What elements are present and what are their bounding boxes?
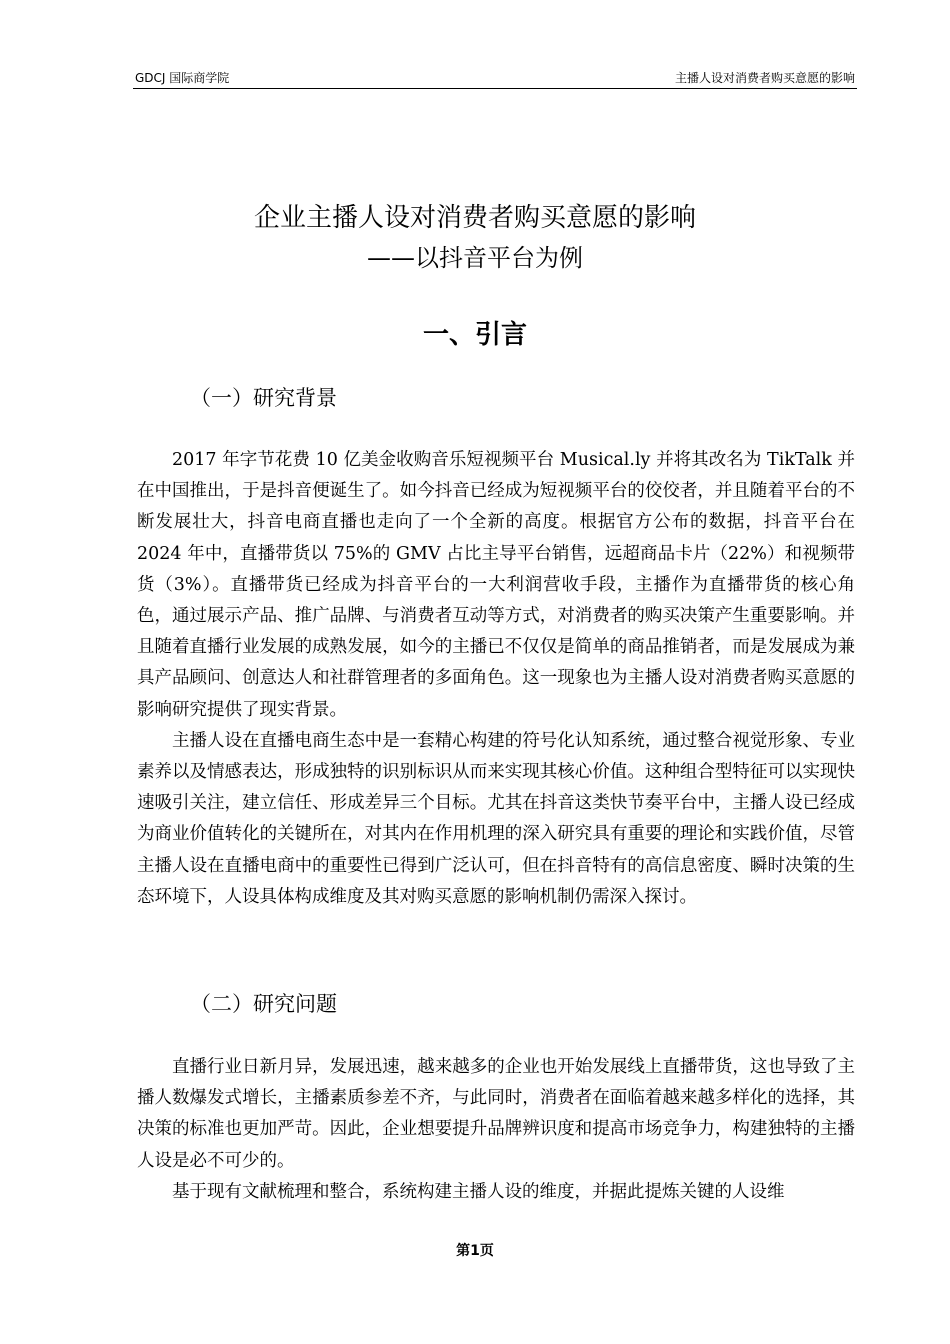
- research-question-text: [137, 1052, 855, 1208]
- paragraph: 主播人设在直播电商生态中是一套精心构建的符号化认知系统，通过整合视觉形象、专业素养以及情感表达，形成独特的识别标识从而来实现其核心价值。这种组合型特征可以实现快速吸引关注，建立信任、形成差异三个目标。尤其在抖音这类快节奏平台中，主播人设已经成为商业价值转化的关键所在，对其内在作用机理的深入研究具有重要的理论和实践价值，尽管主播人设在直播电商中的重要性已得到广泛认可，但在抖音特有的高信息密度、瞬时决策的生态环境下，人设具体构成维度及其对购买意愿的影响机制仍需深入探讨。: [137, 730, 855, 907]
- paragraph: 基于现有文献梳理和整合，系统构建主播人设的维度，并据此提炼关键的人设维: [172, 1181, 785, 1202]
- paragraph: 2017 年字节花费 10 亿美金收购音乐短视频平台 Musical.ly 并将其改名为 TikTalk 并在中国推出，于是抖音便诞生了。如今抖音已经成为短视频平台的佼佼者，并且随着平台的不断发展壮大，抖音电商直播也走向了一个全新的高度。根据官方公布的数据，抖音平台在 2024 年中，直播带货以 75%的 GMV 占比主导平台销售，远超商品卡片（22%）和视频带货（3%）。直播带货已经成为抖音平台的一大利润营收手段，主播作为直播带货的核心角色，通过展示产品、推广品牌、与消费者互动等方式，对消费者的购买决策产生重要影响。并且随着直播行业发展的成熟发展，如今的主播已不仅仅是简单的商品推销者，而是发展成为兼具产品顾问、创意达人和社群管理者的多面角色。这一现象也为主播人设对消费者购买意愿的影响研究提供了现实背景。: [137, 450, 855, 720]
- page-header: [133, 70, 857, 89]
- subsection-heading-research-question: （二）研究问题: [190, 992, 337, 1016]
- document-title: 企业主播人设对消费者购买意愿的影响: [253, 203, 696, 233]
- background-text: [137, 445, 855, 913]
- document-subtitle: ——以抖音平台为例: [367, 244, 583, 272]
- subsection-heading-background: （一）研究背景: [190, 386, 337, 410]
- section-heading-introduction: 一、引言: [422, 320, 527, 350]
- header-running-title: 主播人设对消费者购买意愿的影响: [674, 71, 855, 85]
- paragraph: 直播行业日新月异，发展迅速，越来越多的企业也开始发展线上直播带货，这也导致了主播人数爆发式增长，主播素质参差不齐，与此同时，消费者在面临着越来越多样化的选择，其决策的标准也更加严苛。因此，企业想要提升品牌辨识度和提高市场竞争力，构建独特的主播人设是必不可少的。: [137, 1057, 855, 1171]
- page-number: 第1页: [456, 1243, 494, 1259]
- header-institution: GDCJ 国际商学院: [135, 71, 230, 85]
